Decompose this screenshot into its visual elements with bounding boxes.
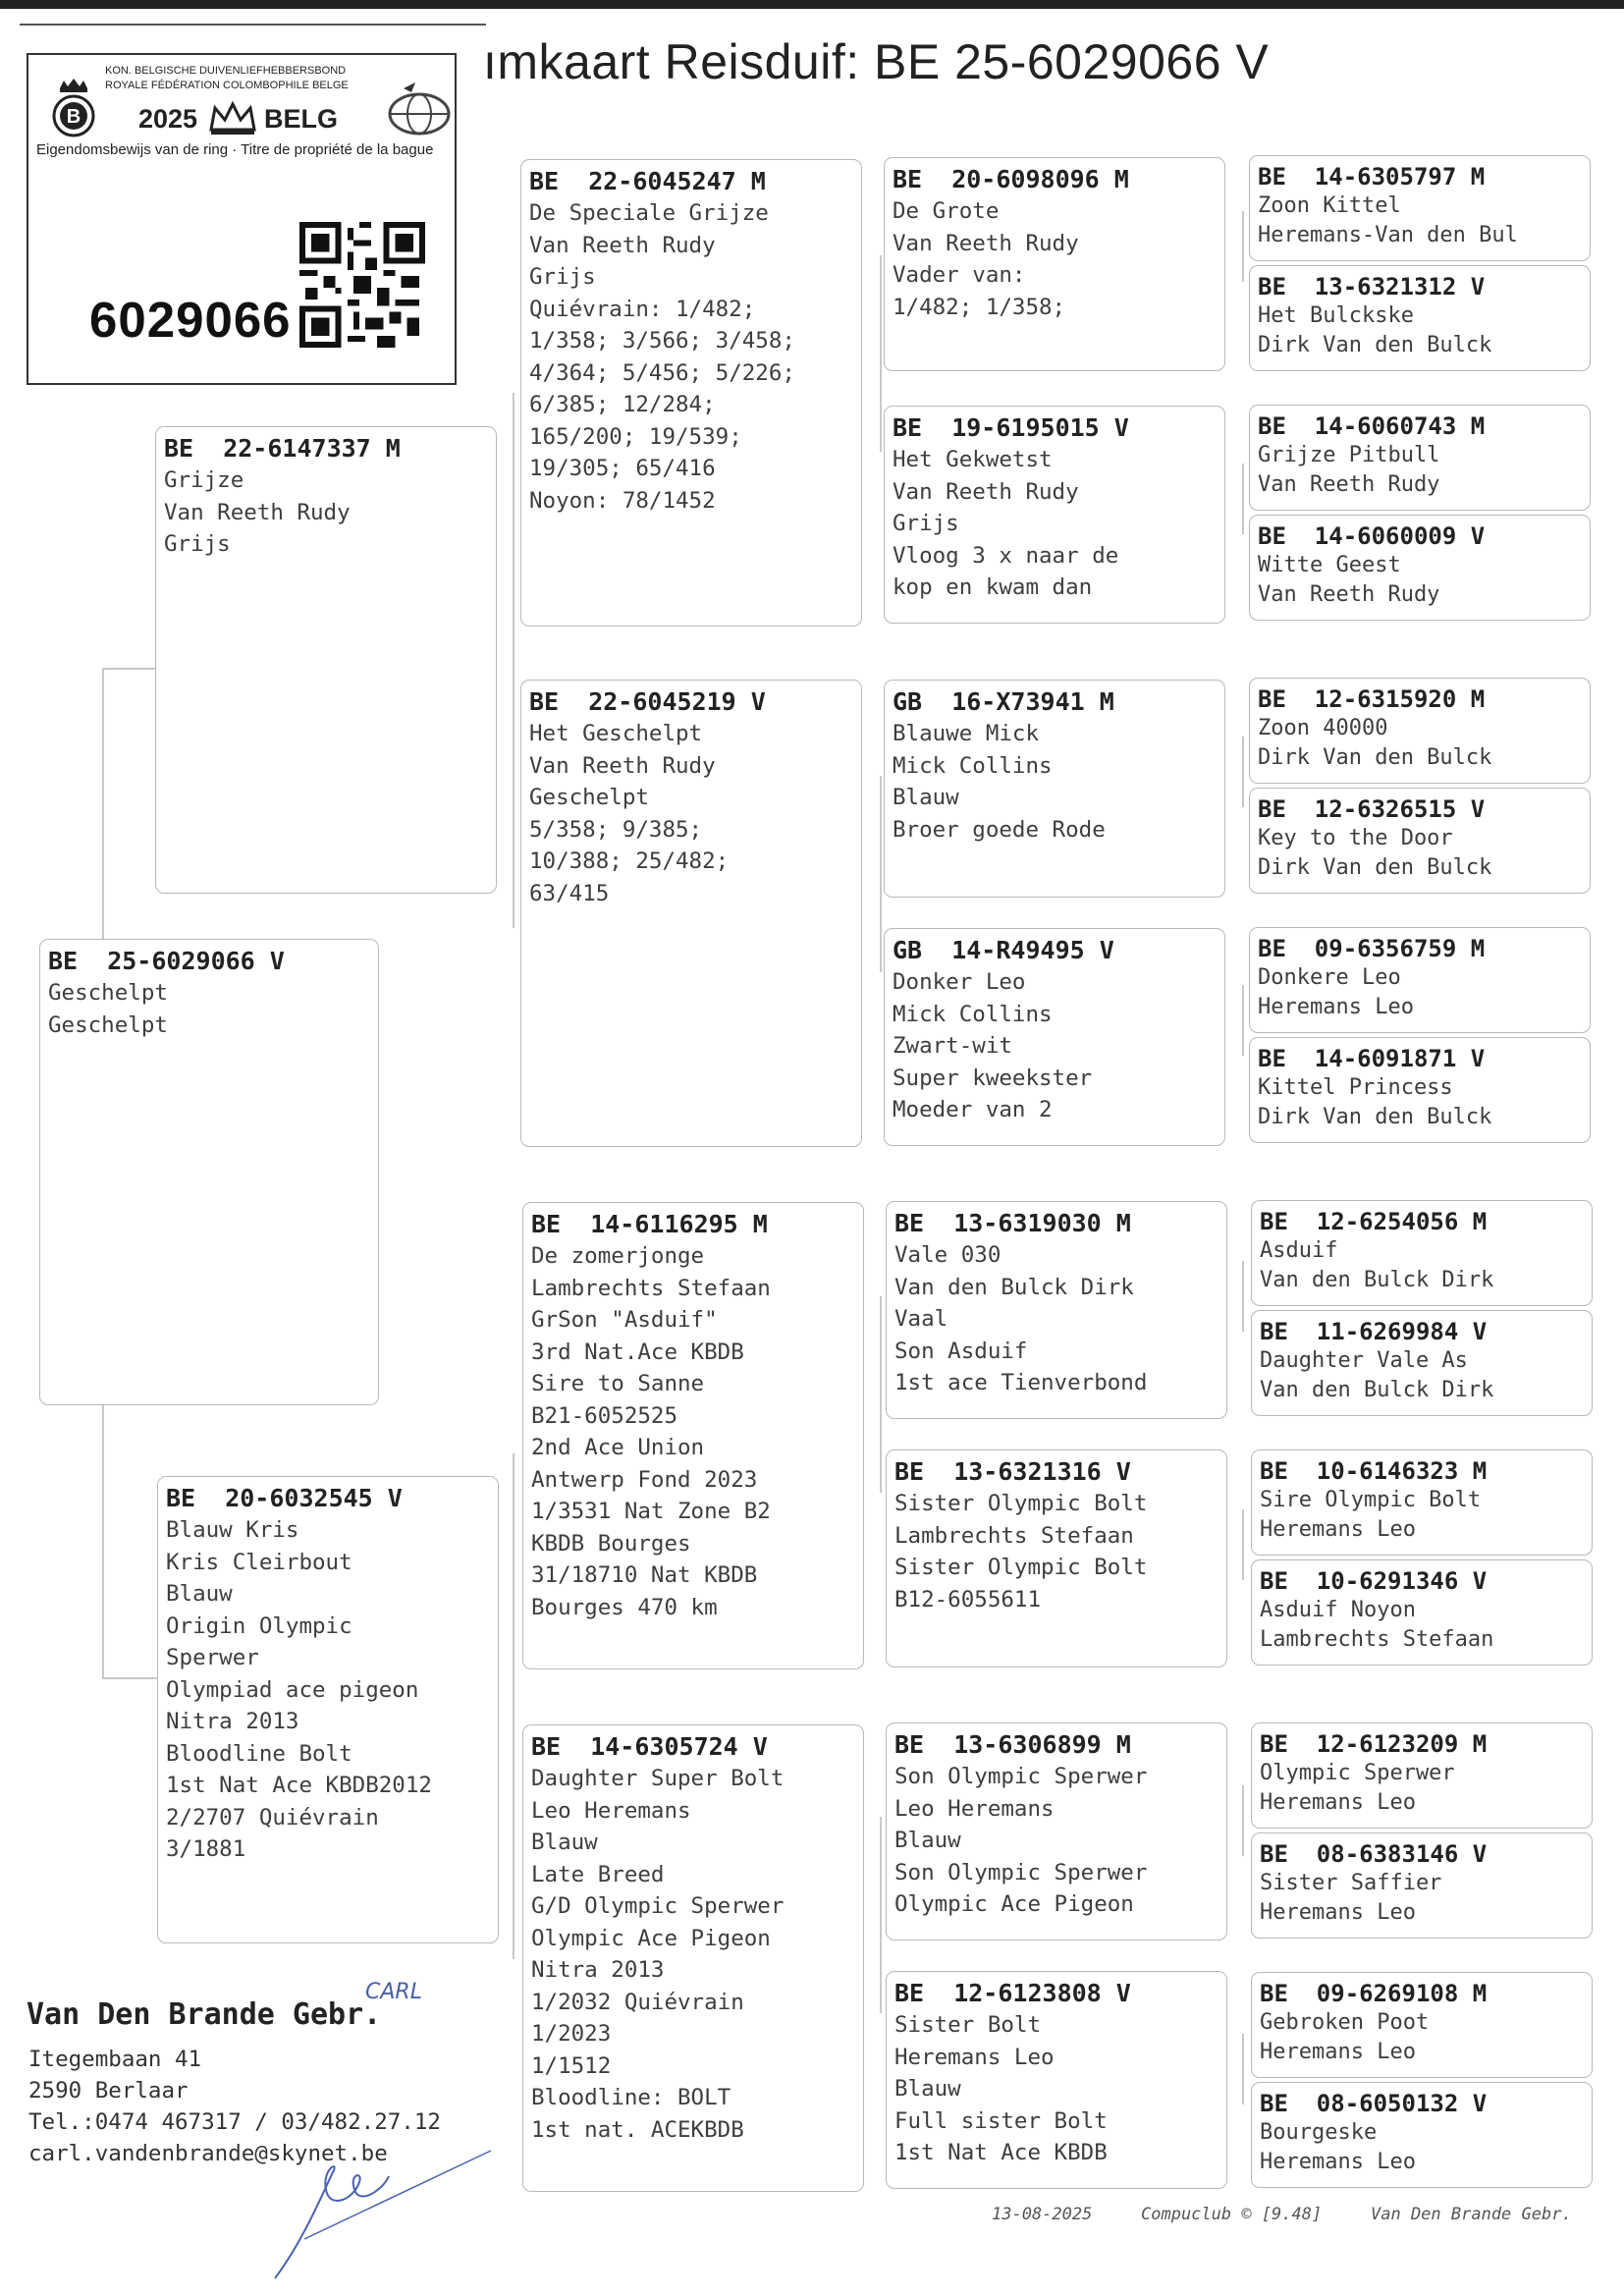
pigeon-info-line: Daughter Vale As [1260,1348,1468,1373]
pigeon-info-line: Late Breed [531,1861,665,1887]
pigeon-info-line: Van Reeth Rudy [164,499,351,525]
pigeon-info-line: Van den Bulck Dirk [1260,1268,1494,1292]
pigeon-info-line: Blauwe Mick [893,721,1040,746]
pigeon-info-line: Son Olympic Sperwer [894,1859,1148,1885]
pigeon-card-sire-sire[interactable] [520,159,862,627]
pigeon-info-line: Blauw [166,1581,233,1607]
pigeon-info-line: De Grote [893,198,1000,224]
pigeon-info-line: Leo Heremans [531,1797,691,1824]
pigeon-info-line: Van den Bulck Dirk [1260,1378,1494,1402]
ring-number: BE 12-6123209 M [1260,1730,1488,1758]
ring-number: BE 20-6032545 V [166,1484,403,1512]
pigeon-info-line: Mick Collins [893,752,1053,779]
pigeon-card-gen5-2[interactable] [1249,265,1591,371]
pigeon-info-line: Blauw Kris [166,1517,299,1543]
pigeon-info-line: Daughter Super Bolt [531,1766,785,1791]
pigeon-info-line: De Speciale Grijze [529,200,769,226]
pigeon-info-line: 1/1512 [531,2052,612,2079]
ring-number: BE 08-6383146 V [1260,1840,1488,1868]
pigeon-info-line: Blauw [531,1830,598,1855]
pigeon-info-line: Heremans Leo [1260,1517,1416,1542]
pigeon-info-line: Moeder van 2 [893,1097,1053,1122]
pigeon-info-line: Heremans Leo [1260,1790,1416,1815]
ring-ownership-card [27,53,457,385]
top-border [0,0,1624,9]
ring-number: BE 14-6305797 M [1258,163,1486,191]
ring-number: BE 13-6321316 V [894,1457,1131,1486]
pigeon-info-line: Sister Olympic Bolt [894,1491,1148,1516]
owner-phone: Tel.:0474 467317 / 03/482.27.12 [28,2109,441,2135]
ring-number: BE 14-6060009 V [1258,522,1486,550]
pigeon-card-gen5-11[interactable] [1251,1449,1593,1556]
pigeon-info-line: Nitra 2013 [531,1957,665,1983]
ring-number: GB 16-X73941 M [893,687,1114,716]
pigeon-info-line: Sire to Sanne [531,1371,705,1396]
pigeon-info-line: Het Geschelpt [529,721,703,746]
pigeon-info-line: Blauw [894,1828,961,1853]
pigeon-info-line: Bourgeske [1260,2120,1378,2145]
pigeon-card-gen5-15[interactable] [1251,1972,1593,2078]
pigeon-info-line: Vaal [894,1306,948,1332]
pigeon-info-line: Het Bulckske [1258,303,1414,328]
pigeon-card-dam-dam[interactable] [522,1724,864,2192]
pigeon-info-line: Sire Olympic Bolt [1260,1488,1482,1512]
pigeon-info-line: KBDB Bourges [531,1530,691,1557]
pigeon-info-line: 1/3531 Nat Zone B2 [531,1499,771,1524]
pigeon-info-line: 2/2707 Quiévrain [166,1804,379,1831]
pigeon-info-line: Asduif [1260,1238,1338,1263]
pigeon-info-line: 63/415 [529,880,610,906]
pigeon-info-line: Zoon 40000 [1258,716,1388,740]
pigeon-info-line: 31/18710 Nat KBDB [531,1562,758,1588]
pigeon-info-line: Van Reeth Rudy [1258,472,1440,497]
pigeon-info-line: Noyon: 78/1452 [529,487,716,514]
pigeon-info-line: Grijs [164,531,231,557]
pigeon-card-gen5-4[interactable] [1249,515,1591,621]
pigeon-info-line: 1st Nat Ace KBDB [894,2140,1108,2165]
pigeon-info-line: Olympic Sperwer [1260,1761,1455,1785]
pigeon-info-line: Olympiad ace pigeon [166,1676,419,1703]
pigeon-info-line: Olympic Ace Pigeon [894,1891,1134,1917]
pigeon-info-line: Heremans Leo [1260,1900,1416,1925]
pigeon-info-line: 1/358; 3/566; 3/458; [529,328,795,354]
pigeon-card-sds[interactable] [884,680,1225,898]
ring-number: BE 12-6123808 V [894,1979,1131,2007]
ring-number: BE 09-6356759 M [1258,935,1486,962]
ring-number: BE 14-6060743 M [1258,412,1486,440]
pigeon-info-line: Van Reeth Rudy [529,232,716,258]
pigeon-info-line: Bloodline Bolt [166,1740,352,1767]
pigeon-info-line: 1/2023 [531,2021,612,2047]
pigeon-info-line: Zoon Kittel [1258,193,1401,218]
ring-number: BE 13-6306899 M [894,1730,1131,1759]
pigeon-info-line: Geschelpt [48,1011,168,1038]
pigeon-info-line: Quiévrain: 1/482; [529,296,756,322]
pigeon-card-ddd[interactable] [886,1971,1227,2189]
ring-year: 2025 [138,104,198,134]
header-rule [20,24,486,26]
pigeon-info-line: 6/385; 12/284; [529,392,716,417]
owner-email[interactable]: carl.vandenbrande@skynet.be [28,2141,388,2166]
pigeon-info-line: Grijze [164,467,244,493]
pigeon-info-line: Sister Bolt [894,2012,1042,2038]
pigeon-card-dsd[interactable] [886,1449,1227,1667]
pigeon-info-line: Heremans Leo [894,2044,1055,2070]
footer-date: 13-08-2025 [992,2205,1093,2224]
pigeon-info-line: Vloog 3 x naar de [893,542,1119,569]
qr-code-icon [299,222,425,348]
pigeon-info-line: Heremans Leo [1258,995,1414,1019]
pigeon-card-gen5-1[interactable] [1249,155,1591,261]
pigeon-info-line: Dirk Van den Bulck [1258,333,1492,357]
pigeon-info-line: Lambrechts Stefaan [1260,1627,1494,1652]
handwritten-note: CARL [365,1980,422,2004]
pigeon-info-line: Grijs [529,264,596,290]
pigeon-info-line: Broer goede Rode [893,816,1106,843]
pigeon-card-gen5-12[interactable] [1251,1559,1593,1666]
pigeon-info-line: Vader van: [893,262,1026,288]
pigeon-info-line: 4/364; 5/456; 5/226; [529,359,795,386]
pigeon-info-line: Super kweekster [893,1065,1093,1091]
ring-number: BE 12-6326515 V [1258,795,1486,823]
pigeon-info-line: Sister Olympic Bolt [894,1555,1148,1580]
pigeon-info-line: 5/358; 9/385; [529,816,703,843]
pigeon-card-sss[interactable] [884,157,1225,371]
owner-address: Itegembaan 41 [28,2047,202,2072]
pigeon-info-line: Olympic Ace Pigeon [531,1925,771,1951]
owner-name: Van Den Brande Gebr. [27,1997,382,2032]
pigeon-info-line: Van Reeth Rudy [893,230,1079,256]
pigeon-info-line: Asduif Noyon [1260,1598,1416,1622]
pigeon-card-dss[interactable] [886,1201,1227,1419]
pigeon-info-line: Leo Heremans [894,1795,1055,1822]
pigeon-info-line: Geschelpt [529,785,649,810]
crown-icon [207,100,258,137]
ring-number: BE 13-6321312 V [1258,273,1486,301]
pigeon-info-line: 165/200; 19/539; [529,423,742,450]
pigeon-card-sire-dam[interactable] [520,680,862,1147]
pigeon-info-line: Donkere Leo [1258,965,1401,990]
pigeon-info-line: De zomerjonge [531,1243,705,1269]
pigeon-info-line: 1/482; 1/358; [893,294,1066,320]
pigeon-info-line: Kris Cleirbout [166,1549,352,1575]
pigeon-card-sdd[interactable] [884,928,1225,1146]
pigeon-info-line: Lambrechts Stefaan [531,1275,771,1301]
federation-name-nl: KON. BELGISCHE DUIVENLIEFHEBBERSBOND [105,65,347,77]
pigeon-info-line: Grijze Pitbull [1258,443,1440,467]
pigeon-info-line: Dirk Van den Bulck [1258,855,1492,880]
pigeon-info-line: Blauw [893,785,959,810]
ring-number: BE 10-6291346 V [1260,1567,1488,1595]
pigeon-card-gen5-8[interactable] [1249,1037,1591,1143]
ring-number: BE 13-6319030 M [894,1209,1131,1237]
pigeon-info-line: Gebroken Poot [1260,2010,1430,2035]
ring-number: GB 14-R49495 V [893,936,1114,964]
pigeon-info-line: Heremans Leo [1260,2040,1416,2064]
pigeon-info-line: 2nd Ace Union [531,1435,705,1460]
pigeon-card-gen5-13[interactable] [1251,1722,1593,1829]
ring-number: BE 25-6029066 V [48,947,285,975]
pigeon-info-line: 3/1881 [166,1836,246,1862]
pigeon-info-line: B21-6052525 [531,1402,678,1429]
pigeon-info-line: kop en kwam dan [893,574,1093,600]
pigeon-card-gen5-16[interactable] [1251,2082,1593,2188]
pigeon-card-dam[interactable] [157,1476,499,1943]
pigeon-info-line: Het Gekwetst [893,447,1053,472]
ring-number: BE 14-6305724 V [531,1732,768,1761]
ring-number: BE 14-6116295 M [531,1210,768,1238]
pigeon-info-line: 10/388; 25/482; [529,848,730,874]
ring-number: BE 22-6045219 V [529,687,766,716]
pigeon-card-gen5-10[interactable] [1251,1310,1593,1416]
pigeon-card-dam-sire[interactable] [522,1202,864,1669]
pigeon-info-line: Origin Olympic [166,1612,352,1639]
ring-number: BE 20-6098096 M [893,165,1129,193]
pigeon-card-dds[interactable] [886,1722,1227,1940]
pigeon-card-sire[interactable] [155,426,497,894]
pigeon-info-line: Donker Leo [893,969,1026,995]
pigeon-info-line: Son Olympic Sperwer [894,1764,1148,1789]
pigeon-card-gen5-14[interactable] [1251,1832,1593,1939]
ring-number: BE 22-6147337 M [164,434,401,463]
pigeon-info-line: B12-6055611 [894,1586,1042,1612]
pigeon-info-line: Van Reeth Rudy [893,478,1079,505]
pigeon-info-line: 1st ace Tienverbond [894,1370,1148,1395]
pigeon-info-line: Bloodline: BOLT [531,2085,731,2110]
ring-number: BE 12-6315920 M [1258,685,1486,713]
ring-number: BE 11-6269984 V [1260,1318,1488,1345]
page-title: ımkaart Reisduif: BE 25-6029066 V [483,34,1270,89]
pigeon-info-line: Bourges 470 km [531,1594,718,1620]
svg-text:B: B [66,106,81,128]
pigeon-info-line: Heremans Leo [1260,2150,1416,2174]
pigeon-info-line: 19/305; 65/416 [529,456,716,481]
pigeon-info-line: Sperwer [166,1645,259,1670]
pigeon-info-line: 1/2032 Quiévrain [531,1989,744,2015]
pigeon-info-line: GrSon "Asduif" [531,1307,718,1333]
pigeon-card-gen5-3[interactable] [1249,405,1591,511]
pigeon-card-gen5-6[interactable] [1249,788,1591,894]
ring-number: BE 19-6195015 V [893,413,1129,442]
ring-number: BE 09-6269108 M [1260,1980,1488,2007]
pigeon-card-gen5-7[interactable] [1249,927,1591,1033]
pigeon-info-line: Key to the Door [1258,826,1453,850]
kbdb-crown-logo-icon [46,79,101,139]
pigeon-info-line: Lambrechts Stefaan [894,1522,1134,1549]
pigeon-card-ssd[interactable] [884,406,1225,624]
pigeon-info-line: Heremans-Van den Bul [1258,223,1518,247]
ring-number: BE 08-6050132 V [1260,2090,1488,2117]
ring-number: BE 22-6045247 M [529,167,766,195]
pigeon-info-line: G/D Olympic Sperwer [531,1893,785,1919]
ring-number: BE 14-6091871 V [1258,1045,1486,1072]
pigeon-info-line: Nitra 2013 [166,1709,299,1734]
signature-icon [265,2131,501,2288]
pigeon-info-line: Van Reeth Rudy [529,752,716,779]
pigeon-info-line: Zwart-wit [893,1033,1012,1059]
pigeon-info-line: 1st Nat Ace KBDB2012 [166,1773,432,1798]
pigeon-info-line: 1st nat. ACEKBDB [531,2116,744,2143]
pigeon-card-subject[interactable] [39,939,379,1405]
pigeon-info-line: Grijs [893,511,959,536]
pigeon-info-line: Son Asduif [894,1338,1028,1364]
footer-owner: Van Den Brande Gebr. [1371,2205,1572,2224]
ring-card-subtitle: Eigendomsbewijs van de ring · Titre de propriété de la bague [36,141,434,158]
ring-number: BE 12-6254056 M [1260,1208,1488,1235]
pigeon-info-line: Geschelpt [48,980,168,1006]
pigeon-info-line: Antwerp Fond 2023 [531,1466,758,1493]
pigeon-info-line: Witte Geest [1258,553,1401,577]
pigeon-info-line: Van den Bulck Dirk [894,1274,1134,1300]
federation-name-fr: ROYALE FÉDÉRATION COLOMBOPHILE BELGE [105,80,349,91]
pigeon-info-line: 3rd Nat.Ace KBDB [531,1339,744,1365]
ring-country: BELG [264,104,339,134]
globe-emblem-icon [382,79,453,137]
ring-number: BE 10-6146323 M [1260,1457,1488,1485]
pigeon-info-line: Sister Saffier [1260,1871,1442,1895]
pigeon-info-line: Kittel Princess [1258,1075,1453,1100]
footer-software: Compuclub © [9.48] [1141,2205,1323,2224]
pigeon-card-gen5-5[interactable] [1249,678,1591,784]
pigeon-info-line: Full sister Bolt [894,2107,1108,2134]
pigeon-info-line: Van Reeth Rudy [1258,582,1440,607]
pigeon-info-line: Vale 030 [894,1242,1001,1268]
pigeon-info-line: Mick Collins [893,1001,1053,1027]
pigeon-info-line: Blauw [894,2076,961,2102]
pigeon-info-line: Dirk Van den Bulck [1258,745,1492,770]
ring-number: 6029066 [89,292,292,348]
pigeon-card-gen5-9[interactable] [1251,1200,1593,1306]
owner-city: 2590 Berlaar [28,2078,189,2104]
pigeon-info-line: Dirk Van den Bulck [1258,1105,1492,1129]
